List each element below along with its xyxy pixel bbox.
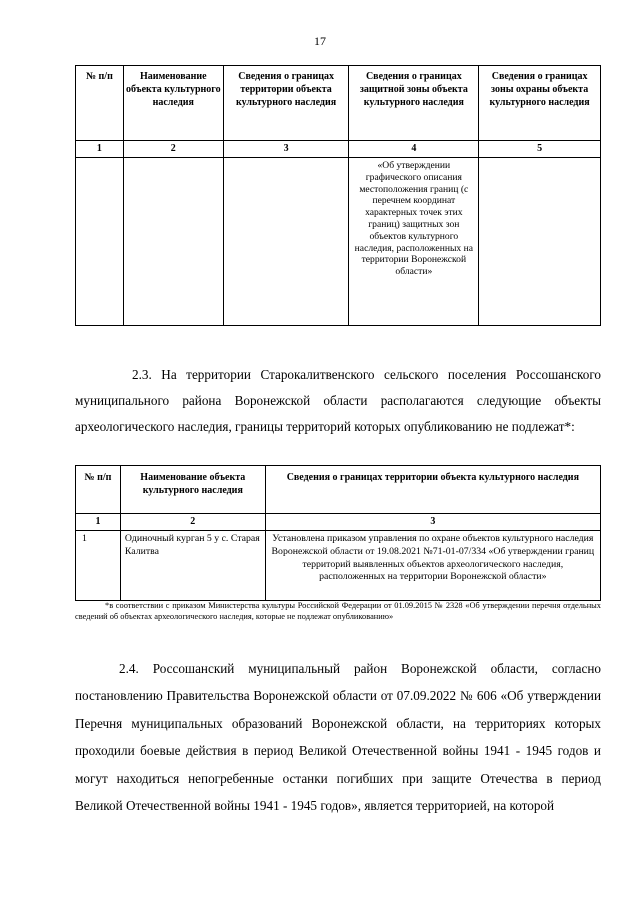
archaeology-table (75, 465, 601, 601)
header-territory-bounds: Сведения о границах территории объекта культурного наследия (265, 466, 600, 514)
heritage-zones-table (75, 65, 601, 326)
column-number: 3 (223, 141, 349, 158)
cell-territory-bounds: Установлена приказом управления по охране объектов культурного наследия Воронежской области от 19.08.2021 №71-01-07/334 «Об утверждении границ территорий выявленных объектов археологического наследия, расположенных на территории Воронежской области» (265, 531, 600, 601)
column-number-row (76, 141, 601, 158)
table-header-row (76, 466, 601, 514)
header-protection-zone: Сведения о границах зоны охраны объекта культурного наследия (479, 66, 601, 141)
column-number: 1 (76, 141, 124, 158)
page-number: 17 (314, 34, 326, 48)
header-territory-bounds: Сведения о границах территории объекта культурного наследия (223, 66, 349, 141)
column-number: 2 (120, 514, 265, 531)
table-row (76, 531, 601, 601)
column-number: 5 (479, 141, 601, 158)
column-number: 3 (265, 514, 600, 531)
cell-territory-bounds (223, 158, 349, 326)
cell-number: 1 (76, 531, 121, 601)
footnote: *в соответствии с приказом Министерства культуры Российской Федерации от 01.09.2015 № 2328 «Об утверждении перечня отдельных сведений об объектах археологического наследия, которые не подлежат опубликованию» (75, 601, 601, 621)
cell-object-name: Одиночный курган 5 у с. Старая Калитва (120, 531, 265, 601)
column-number: 2 (123, 141, 223, 158)
header-number: № п/п (76, 66, 124, 141)
paragraph-2-3: 2.3. На территории Старокалитвенского сельского поселения Россошанского муниципального района Воронежской области располагаются следующие объекты археологического наследия, границы территорий которых опубликованию не подлежат*: (75, 367, 601, 434)
paragraph-2-4: 2.4. Россошанский муниципальный район Воронежской области, согласно постановлению Правительства Воронежской области от 07.09.2022 № 606 «Об утверждении Перечня муниципальных образований Воронежской области, на территориях которых проходили боевые действия в период Великой Отечественной войны 1941 - 1945 годов и могут находиться непогребенные останки погибших при защите Отечества в период Великой Отечественной войны 1941 - 1945 годов», является территорией, на которой (75, 661, 601, 814)
table-header-row (76, 66, 601, 141)
header-number: № п/п (76, 466, 121, 514)
header-object-name: Наименование объекта культурного наследия (120, 466, 265, 514)
column-number-row (76, 514, 601, 531)
table-row (76, 158, 601, 326)
cell-number (76, 158, 124, 326)
column-number: 4 (349, 141, 479, 158)
cell-protection-zone (479, 158, 601, 326)
cell-protective-zone: «Об утверждении графического описания местоположения границ (с перечнем координат характерных точек этих границ) защитных зон объектов культурного наследия, расположенных на территории Воронежской области» (349, 158, 479, 326)
column-number: 1 (76, 514, 121, 531)
header-protective-zone: Сведения о границах защитной зоны объекта культурного наследия (349, 66, 479, 141)
header-object-name: Наименование объекта культурного наследия (123, 66, 223, 141)
cell-object-name (123, 158, 223, 326)
